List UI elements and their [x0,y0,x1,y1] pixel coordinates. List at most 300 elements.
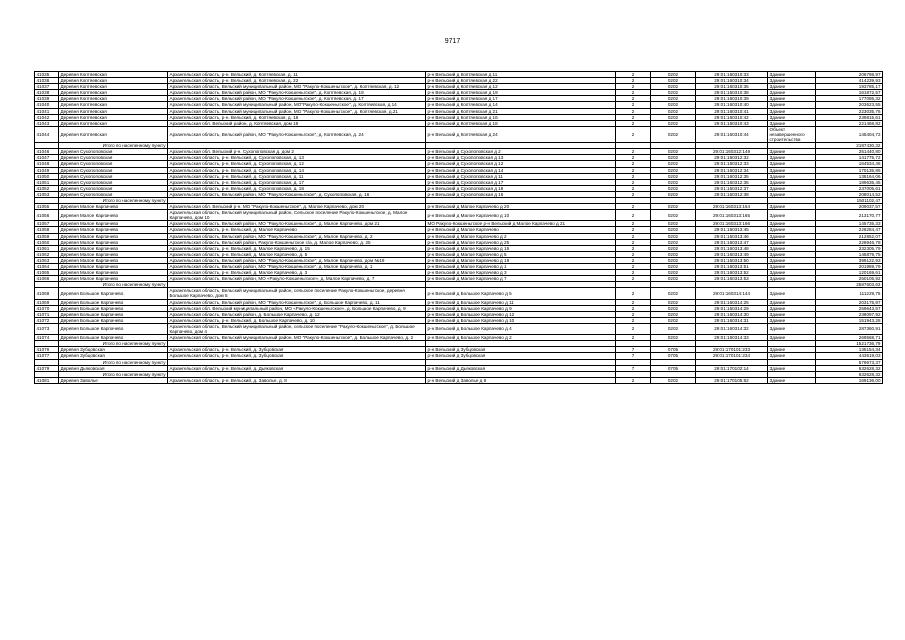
cell-locality: р-н Вельский д Сухопоповская д 17 [426,179,616,185]
cell-cadastral: 29:01:160313:51 [696,264,768,270]
cell-locality: р-н Вельский д Сухопоповская д 16 [426,191,616,197]
cell-name: Деревня Коптяевская [59,96,168,102]
cell-code1: 2 [616,149,651,155]
cell-code2: 0202 [651,210,696,221]
cell-cadastral: 29:01:160312:149 [696,149,768,155]
cell-type: Здание [768,173,816,179]
cell-type: Здание [768,221,816,227]
cell-cadastral: 29:01:160313:49 [696,251,768,257]
cell-cadastral: 29:01:160313:46 [696,233,768,239]
cell-value: 287360,91 [816,323,883,334]
cell-value: 1521736,79 [816,341,883,347]
cell-address: Архангельская обл. Вельский муниципальный район, МО «Ракуло-Кокшеньгское», д. Большое Карпачево, д. 9 [168,305,426,311]
cell-address: Архангельская область, Вельский муниципальный район, сельское поселение Ракуло-Кокшеньгское, деревня Большое Карпачево, дом 5 [168,288,426,299]
cell-value: 251440,80 [816,149,883,155]
cell-value: 259643,57 [816,305,883,311]
cell-value: 189635,45 [816,179,883,185]
cell-code2: 0202 [651,167,696,173]
cell-code1: 2 [616,126,651,142]
cell-type: Здание [768,251,816,257]
cell-code2: 0202 [651,173,696,179]
cell-id: 41072 [35,317,59,323]
cell-type: Здание [768,90,816,96]
cell-type: Здание [768,191,816,197]
cell-name: Итого по населенному пункту [59,341,168,347]
cell-address: Архангельская область, Вельский муниципальный район, МО "Ракуло-Кокшеньгское", д. Большое Карпачево, д. 2 [168,335,426,341]
cell-locality: р-н Вельский д Коптяевская д 11 [426,72,616,78]
cell-address: Архангельская область, р-н. Вельский, д. Сухопоповская, д. 13 [168,155,426,161]
cell-locality: р-н Вельский д Сухопоповская д 2 [426,149,616,155]
cell-code1: 2 [616,257,651,263]
cell-name: Деревня Малое Карпачево [59,204,168,210]
cell-locality: р-н Вельский д Большое Карпачево д 2 [426,335,616,341]
cell-address: Архангельская обл. Вельский р-н. МО "Ракуло-Кокшеньгское", д. Малое Карпачево, дом 20 [168,204,426,210]
cell-code1: 2 [616,173,651,179]
cell-value: 2187430,32 [816,143,883,149]
cell-name: Деревня Малое Карпачево [59,251,168,257]
cell-type: Здание [768,149,816,155]
cell-locality: р-н Вельский д Коптяевская д 14 [426,102,616,108]
property-register-table [34,71,883,384]
cell-code2: 0202 [651,299,696,305]
cell-name: Деревня Коптяевская [59,72,168,78]
cell-type: Здание [768,233,816,239]
cell-name: Деревня Малое Карпачево [59,227,168,233]
cell-locality: р-н Вельский д Заволье д 8 [426,377,616,383]
cell-code2: 0202 [651,233,696,239]
cell-address: Архангельская область, р-н. Вельский, д. Коптяевская, д. 11 [168,72,426,78]
cell-locality: р-н Вельский д Большое Карпачево д 12 [426,311,616,317]
cell-code1: 2 [616,179,651,185]
cell-value: 203175,97 [816,299,883,305]
cell-value: 177095,32 [816,96,883,102]
cell-cadastral: 29:01:160312:35 [696,173,768,179]
cell-code2: 0202 [651,108,696,114]
cell-code2: 0202 [651,305,696,311]
cell-cadastral: 29:01:160312:33 [696,161,768,167]
cell-name: Итого по населенному пункту [59,359,168,365]
cell-address: Архангельская область, Вельский муниципальный район, МО"Ракуло-Кокшеньгское", д. Коптяевская, д.14 [168,102,426,108]
cell-id: 41068 [35,288,59,299]
cell-code2: 0202 [651,155,696,161]
cell-type: Здание [768,161,816,167]
cell-locality: р-н Вельский д Сухопоповская д 14 [426,167,616,173]
cell-locality: р-н Вельский д Коптяевская д 19 [426,90,616,96]
cell-code2: 0202 [651,204,696,210]
cell-name: Деревня Большое Карпачево [59,288,168,299]
cell-code2: 0202 [651,323,696,334]
cell-cadastral: 29:01:160314:30 [696,311,768,317]
cell-type: Здание [768,245,816,251]
cell-name: Деревня Зубцовская [59,347,168,353]
cell-code2: 0202 [651,185,696,191]
cell-cadastral: 29:01:160313:52 [696,270,768,276]
cell-code1: 2 [616,90,651,96]
cell-address: Архангельская область, р-н. Вельский, д. Дьяковская [168,365,426,371]
cell-name: Деревня Коптяевская [59,108,168,114]
cell-name: Деревня Зубцовская [59,353,168,359]
cell-value: 1501102,47 [816,197,883,203]
cell-locality: р-н Вельский д Сухопоповская д 12 [426,161,616,167]
cell-id: 41040 [35,102,59,108]
cell-locality: р-н Вельский д Зубцовская [426,347,616,353]
cell-id: 41046 [35,149,59,155]
cell-code1: 2 [616,204,651,210]
cell-cadastral: 29:01:160313:53 [696,276,768,282]
cell-code2: 0202 [651,179,696,185]
cell-value: 237005,61 [816,185,883,191]
cell-id: 41038 [35,90,59,96]
cell-type: Здание [768,276,816,282]
cell-address: Архангельская область, р-н. Вельский, д. Зубцовская [168,353,426,359]
cell-locality: р-н Вельский д Коптяевская д 17 [426,96,616,102]
cell-type: Объект незавершенного строительства [768,126,816,142]
cell-code2: 0202 [651,335,696,341]
cell-cadastral: 29:01:160312:34 [696,167,768,173]
cell-name: Деревня Сухопоповская [59,185,168,191]
cell-value: 145735,33 [816,221,883,227]
table-row [35,288,883,299]
cell-code2: 0202 [651,72,696,78]
cell-type: Здание [768,311,816,317]
cell-type: Здание [768,102,816,108]
cell-address: Архангельская область, р-н. Вельский, д. Коптяевская, д. 22 [168,78,426,84]
cell-cadastral: 29:01:160313:48 [696,245,768,251]
cell-locality: р-н Вельский д Большое Карпачево д 11 [426,299,616,305]
cell-id: 41071 [35,311,59,317]
table-row [35,210,883,221]
cell-id: 41042 [35,114,59,120]
cell-address: Архангельская область, Вельский район, МО "Ракуло-Кокшеньгское", д. Сухопоповская, д. 16 [168,191,426,197]
cell-code1: 2 [616,377,651,383]
cell-id: 41048 [35,161,59,167]
cell-code1: 2 [616,233,651,239]
cell-value: 579673,37 [816,359,883,365]
table-row [35,323,883,334]
cell-value: 232305,79 [816,245,883,251]
cell-cadastral: 29:01:160310:34 [696,78,768,84]
cell-address: Архангельская область, Вельский муниципальный район, сельское поселение "Ракуло-Кокшеньгское", д. Большое Карпачево, дом 4 [168,323,426,334]
cell-name: Деревня Заволье [59,377,168,383]
cell-name: Деревня Малое Карпачево [59,221,168,227]
cell-name: Деревня Коптяевская [59,126,168,142]
cell-type: Здание [768,257,816,263]
cell-locality: р-н Вельский д Малое Карпачево д 20 [426,204,616,210]
cell-code2: 0202 [651,161,696,167]
cell-code2: 0202 [651,288,696,299]
cell-id: 41079 [35,365,59,371]
cell-name: Деревня Малое Карпачево [59,257,168,263]
cell-name: Деревня Сухопоповская [59,179,168,185]
cell-type: Здание [768,185,816,191]
cell-code1: 2 [616,239,651,245]
cell-cadastral: 29:01:160312:37 [696,185,768,191]
cell-value: 2587603,63 [816,282,883,288]
cell-id: 41044 [35,126,59,142]
cell-cadastral: 29:01:160313:45 [696,227,768,233]
cell-name: Деревня Коптяевская [59,90,168,96]
page-number: 9717 [444,38,461,45]
cell-address: Архангельская область, Вельский район, МО "Ракуло-Кокшеньгское", д. Малое Карпачево, дом №19 [168,257,426,263]
cell-code1: 2 [616,311,651,317]
cell-code1: 2 [616,78,651,84]
cell-value: 135154,34 [816,347,883,353]
cell-locality: р-н Вельский д Большое Карпачево д 10 [426,317,616,323]
cell-cadastral: 29:01:160314:25 [696,299,768,305]
cell-cadastral: 29:01:160314:32 [696,323,768,334]
cell-name: Деревня Коптяевская [59,120,168,126]
cell-name: Итого по населенному пункту [59,371,168,377]
cell-address: Архангельская область, р-н. Вельский, д. Малое Карпачево, д. 5 [168,251,426,257]
cell-type: Здание [768,305,816,311]
cell-code1: 7 [616,353,651,359]
cell-locality: р-н Вельский д Дьяковская [426,365,616,371]
cell-address: Архангельская область, Вельский район, д. Большое Карпачево, д. 12 [168,311,426,317]
cell-cadastral: 29:01:170101:234 [696,353,768,359]
cell-code1: 2 [616,96,651,102]
cell-value: 228284,47 [816,227,883,233]
cell-type: Здание [768,78,816,84]
cell-value: 138164,06 [816,173,883,179]
cell-value: 632628,32 [816,371,883,377]
cell-cadastral: 29:01:160312:32 [696,155,768,161]
cell-address: Архангельская область, р-н. Вельский, д. Сухопоповская, д. 18 [168,185,426,191]
cell-id: 41055 [35,204,59,210]
cell-address: Архангельская область, Вельский муниципальный район, Сельское поселение Ракуло-Кокшеньгское, д. Малое Карпачево, дом 10 [168,210,426,221]
cell-code1: 2 [616,72,651,78]
cell-cadastral: 29:01:160310:40 [696,102,768,108]
cell-value: 221468,82 [816,120,883,126]
cell-address: Архангельская область, р-н. Вельский, д. Сухопоповская, д. 12 [168,161,426,167]
cell-locality: р-н Вельский д Сухопоповская д 11 [426,173,616,179]
cell-code1: 2 [616,120,651,126]
cell-type: Здание [768,377,816,383]
cell-locality: р-н Вельский д Малое Карпачево д 15 [426,245,616,251]
cell-locality: р-н Вельский д Коптяевская д 22 [426,78,616,84]
cell-locality: р-н Вельский д Малое Карпачево д 19 [426,257,616,263]
cell-cadastral: 29:01:170105:62 [696,377,768,383]
cell-name: Деревня Малое Карпачево [59,245,168,251]
cell-code1: 2 [616,161,651,167]
cell-value: 269568,71 [816,335,883,341]
cell-code1: 2 [616,227,651,233]
cell-locality: р-н Вельский д Сухопоповская д 13 [426,155,616,161]
cell-code2: 0202 [651,191,696,197]
cell-locality: р-н Вельский д Малое Карпачево д 3 [426,270,616,276]
cell-cadastral: 29:01:160310:41 [696,108,768,114]
cell-cadastral: 29:01:160313:164 [696,204,768,210]
cell-type: Здание [768,347,816,353]
cell-code2: 0202 [651,78,696,84]
cell-value: 164534,46 [816,161,883,167]
cell-type: Здание [768,353,816,359]
cell-code2: 0202 [651,377,696,383]
cell-id: 41060 [35,239,59,245]
cell-id: 41036 [35,78,59,84]
cell-cadastral: 29:01:170102:14 [696,365,768,371]
cell-code1: 2 [616,323,651,334]
cell-name: Деревня Большое Карпачево [59,335,168,341]
cell-code2: 0202 [651,90,696,96]
cell-id: 41059 [35,233,59,239]
cell-name: Итого по населенному пункту [59,197,168,203]
cell-name: Итого по населенному пункту [59,282,168,288]
cell-locality: р-н Вельский д Малое Карпачево [426,227,616,233]
cell-cadastral: 29:01:160310:42 [696,114,768,120]
cell-cadastral: 29:01:160312:38 [696,191,768,197]
cell-id: 41063 [35,257,59,263]
cell-cadastral: 29:01:160312:36 [696,179,768,185]
cell-type: Здание [768,323,816,334]
cell-type: Здание [768,167,816,173]
register-body [35,72,883,384]
cell-address: Архангельская область, р-н. Вельский, д. Сухопоповская, д. 14 [168,167,426,173]
cell-address: Архангельская область, Вельский район, МО "Ракуло-Кокшеньгское", д. Коптяевская, д. 24 [168,126,426,142]
cell-name: Деревня Коптяевская [59,102,168,108]
cell-locality: р-н Вельский д Зубцовская [426,353,616,359]
cell-value: 120169,61 [816,270,883,276]
cell-id: 41043 [35,120,59,126]
cell-code2: 0202 [651,317,696,323]
cell-id: 41076 [35,347,59,353]
cell-id: 41041 [35,108,59,114]
cell-address: Архангельская область, р-н. Вельский, д. Заволье, д. 8 [168,377,426,383]
cell-locality: р-н Вельский д Коптяевская д 24 [426,126,616,142]
cell-name: Деревня Коптяевская [59,78,168,84]
cell-code1: 2 [616,84,651,90]
cell-address: Архангельская область, Вельский район, МО "Ракуло-Кокшеньгское", д. Большое Карпачево, д. 11 [168,299,426,305]
cell-address: Архангельская область, р-н. Вельский, д. Зубцовская [168,347,426,353]
cell-value: 399122,93 [816,257,883,263]
cell-code2: 0202 [651,270,696,276]
cell-value: 239815,61 [816,114,883,120]
cell-type: Здание [768,114,816,120]
cell-code1: 2 [616,167,651,173]
cell-code2: 0202 [651,84,696,90]
cell-address: Архангельская обл. Вельский район, д. Коптяевская, дом 18 [168,120,426,126]
cell-id: 41077 [35,353,59,359]
cell-cadastral: 29:01:160310:35 [696,84,768,90]
cell-cadastral: 29:01:160313:165 [696,210,768,221]
cell-code2: 0202 [651,227,696,233]
cell-code1: 2 [616,335,651,341]
cell-type: Здание [768,108,816,114]
cell-code1: 7 [616,365,651,371]
cell-code1: 2 [616,221,651,227]
cell-type: Здание [768,179,816,185]
cell-name: Деревня Дьяковская [59,365,168,371]
cell-name: Деревня Малое Карпачево [59,210,168,221]
cell-name: Деревня Большое Карпачево [59,311,168,317]
cell-value: 193785,17 [816,84,883,90]
cell-value: 212852,07 [816,233,883,239]
cell-locality: р-н Вельский д Большое Карпачево д 9 [426,305,616,311]
cell-locality: р-н Вельский д Коптяевская д 21 [426,108,616,114]
cell-code1: 2 [616,191,651,197]
cell-cadastral: 29:01:170101:233 [696,347,768,353]
cell-id: 41037 [35,84,59,90]
cell-value: 632628,32 [816,365,883,371]
cell-id: 41053 [35,191,59,197]
cell-id: 41058 [35,227,59,233]
cell-id: 41052 [35,185,59,191]
cell-type: Здание [768,155,816,161]
cell-name: Деревня Большое Карпачево [59,317,168,323]
cell-cadastral: 29:01:160313:166 [696,221,768,227]
cell-locality: р-н Вельский д Большое Карпачево д 5 [426,288,616,299]
cell-id: 41069 [35,299,59,305]
cell-locality: р-н Вельский д Коптяевская д 12 [426,84,616,90]
cell-name: Итого по населенному пункту [59,143,168,149]
cell-id: 41074 [35,335,59,341]
cell-value: 213170,77 [816,210,883,221]
cell-name: Деревня Малое Карпачево [59,233,168,239]
cell-cadastral: 29:01:160310:33 [696,72,768,78]
cell-id: 41081 [35,377,59,383]
cell-code2: 0202 [651,102,696,108]
cell-value: 145879,75 [816,251,883,257]
cell-address: Архангельская область, Вельский район, МО "Ракуло-Кокшеньгское", д. Малое Карпачево, дом 21 [168,221,426,227]
cell-locality: р-н Вельский д Малое Карпачево д 10 [426,210,616,221]
table-row [35,377,883,383]
cell-value: 169136,00 [816,377,883,383]
cell-id: 41035 [35,72,59,78]
cell-locality: МО Ракуло-Кокшеньгское р-н Вельский д Малое Карпачево д 21 [426,221,616,227]
cell-code2: 0202 [651,311,696,317]
cell-type: Здание [768,96,816,102]
cell-cadastral: 29:01:160310:43 [696,120,768,126]
cell-code2: 0202 [651,251,696,257]
cell-address: Архангельская область, р-н. Вельский, д. Коптяевская, д. 16 [168,114,426,120]
cell-cadastral: 29:01:160310:44 [696,126,768,142]
cell-code2: 0705 [651,347,696,353]
cell-id: 41073 [35,323,59,334]
cell-value: 443519,03 [816,353,883,359]
cell-code2: 0202 [651,239,696,245]
cell-type: Здание [768,317,816,323]
cell-locality: р-н Вельский д Коптяевская д 18 [426,120,616,126]
cell-type: Здание [768,204,816,210]
cell-cadastral: 29:01:160314:144 [696,288,768,299]
cell-id: 41057 [35,221,59,227]
cell-code1: 2 [616,108,651,114]
cell-code1: 2 [616,102,651,108]
cell-code1: 2 [616,210,651,221]
cell-id: 41039 [35,96,59,102]
cell-id: 41062 [35,251,59,257]
cell-address: Архангельская область, р-н. Вельский, д. Малое Карпачево [168,227,426,233]
cell-code2: 0202 [651,264,696,270]
cell-code1: 2 [616,155,651,161]
cell-name: Деревня Сухопоповская [59,191,168,197]
cell-address: Архангельская область, р-н. Вельский, д. Малое Карпачево, д. 3 [168,270,426,276]
cell-name: Деревня Сухопоповская [59,167,168,173]
cell-code2: 0202 [651,257,696,263]
cell-name: Деревня Сухопоповская [59,161,168,167]
cell-name: Деревня Малое Карпачево [59,239,168,245]
cell-code1: 2 [616,305,651,311]
cell-code1: 7 [616,347,651,353]
cell-type: Здание [768,288,816,299]
cell-id: 41065 [35,270,59,276]
cell-type: Здание [768,120,816,126]
cell-name: Деревня Малое Карпачево [59,270,168,276]
cell-value: 414239,93 [816,78,883,84]
cell-type: Здание [768,270,816,276]
cell-id: 41070 [35,305,59,311]
cell-locality: р-н Вельский д Малое Карпачево д 25 [426,239,616,245]
cell-code2: 0202 [651,245,696,251]
